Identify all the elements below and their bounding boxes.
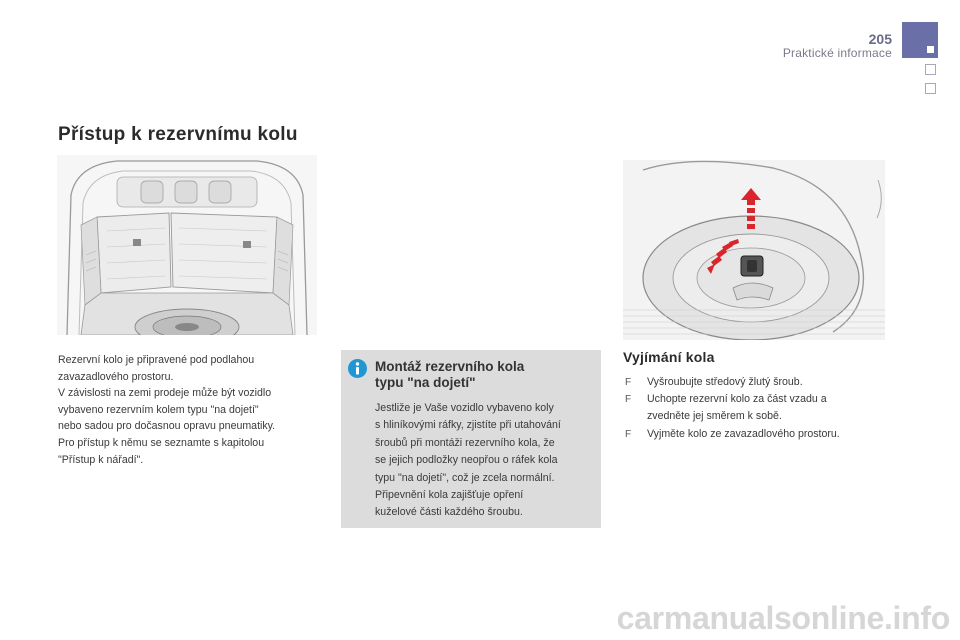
removal-heading: Vyjímání kola: [623, 349, 715, 365]
info-text-line: Jestliže je Vaše vozidlo vybaveno koly: [375, 402, 554, 414]
spare-wheel-illustration: [623, 160, 885, 340]
bullet-icon: F: [625, 377, 632, 388]
intro-line: nebo sadou pro dočasnou opravu pneumatiky.: [58, 420, 276, 433]
page-number: 205: [868, 31, 892, 47]
step-item: [623, 391, 893, 425]
step-line: Vyjměte kolo ze zavazadlového prostoru.: [647, 427, 840, 440]
info-text-line: kuželové části každého šroubu.: [375, 506, 523, 519]
chapter-tab: [902, 22, 938, 58]
intro-line: "Přístup k nářadí".: [58, 453, 144, 466]
bullet-icon: F: [625, 428, 632, 440]
bullet-icon: F: [625, 394, 632, 406]
watermark-text: carmanualsonline.info: [616, 600, 950, 636]
intro-line: V závislosti na zemi prodeje může být vozidlo: [58, 387, 272, 400]
step-line: zvedněte jej směrem k sobě.: [647, 410, 782, 423]
chapter-tab-empty-box: [925, 64, 936, 75]
trunk-illustration: [57, 155, 317, 335]
chapter-tab-empty-box: [925, 83, 936, 94]
removal-steps: [623, 374, 893, 443]
intro-line: Pro přístup k němu se seznamte s kapitolou: [58, 436, 265, 449]
chapter-tab-marker: [927, 46, 934, 53]
intro-line: vybaveno rezervním kolem typu "na dojetí": [58, 403, 259, 416]
intro-line: Rezervní kolo je připravené pod podlahou: [58, 354, 255, 366]
section-name: Praktické informace: [782, 46, 892, 60]
step-item: [623, 374, 893, 391]
info-icon: [348, 359, 367, 378]
intro-text: [58, 352, 320, 468]
page-title: Přístup k rezervnímu kolu: [58, 124, 298, 145]
step-line: Uchopte rezervní kolo za část vzadu a: [647, 393, 827, 406]
info-box: [341, 350, 601, 528]
info-text-line: šroubů při montáži rezervního kola, že: [375, 436, 555, 449]
info-text-line: s hliníkovými ráfky, zjistíte při utahování: [375, 419, 561, 432]
info-text-line: Připevnění kola zajišťuje opření: [375, 489, 524, 502]
info-text-line: typu "na dojetí", což je zcela normální.: [375, 471, 555, 484]
step-item: [623, 426, 893, 443]
info-box-text: [375, 400, 597, 522]
info-title-line: typu "na dojetí": [375, 375, 476, 390]
info-box-title: [375, 359, 595, 391]
info-text-line: se jejich podložky neopřou o ráfek kola: [375, 454, 558, 467]
step-line: Vyšroubujte středový žlutý šroub.: [647, 376, 803, 388]
info-title-line: Montáž rezervního kola: [375, 359, 525, 374]
intro-line: zavazadlového prostoru.: [58, 370, 174, 383]
